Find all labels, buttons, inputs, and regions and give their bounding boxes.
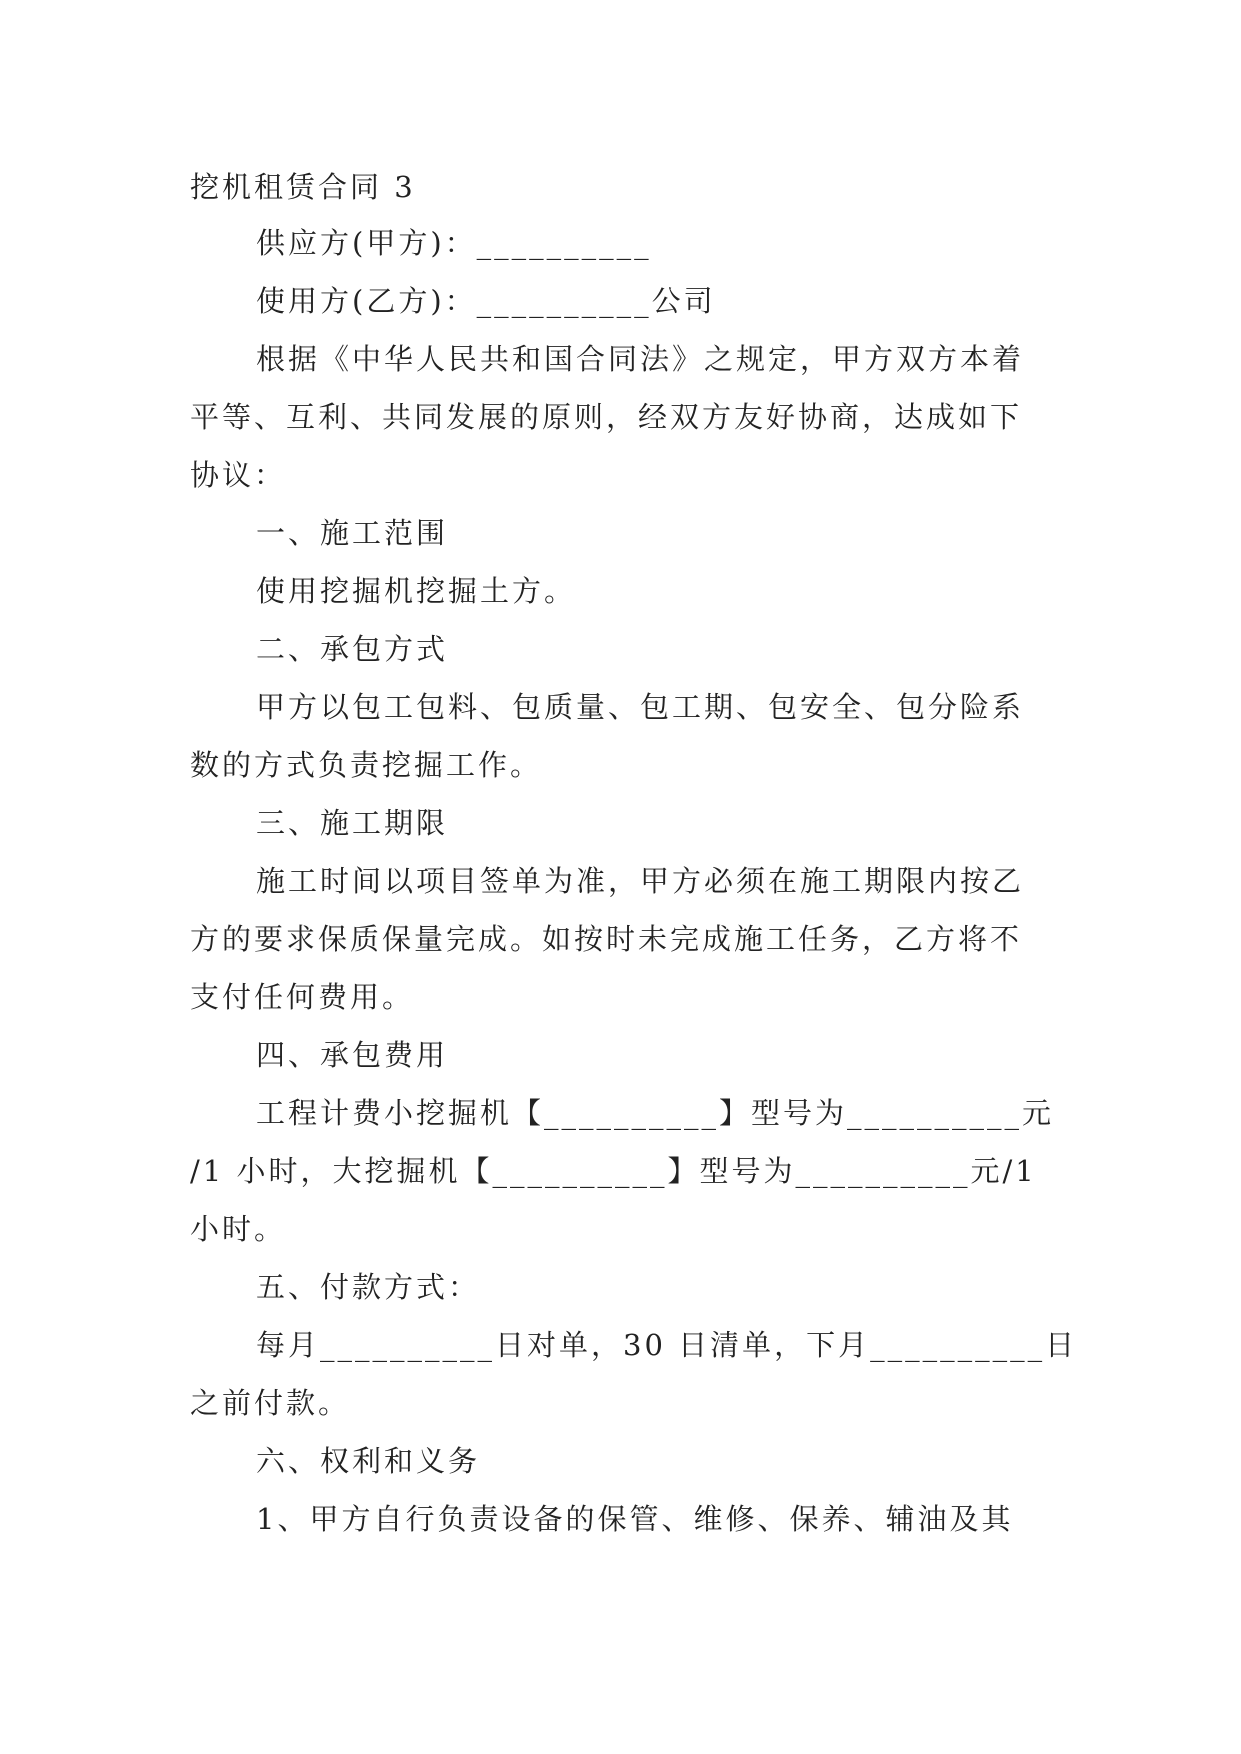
document-line: 工程计费小挖掘机【__________】型号为__________元 (256, 1096, 1055, 1130)
document-line: 五、付款方式： (256, 1270, 481, 1304)
document-line: 使用挖掘机挖掘土方。 (256, 574, 577, 608)
document-title: 挖机租赁合同 3 (190, 170, 416, 204)
document-line: 平等、互利、共同发展的原则，经双方友好协商，达成如下 (190, 400, 1023, 434)
document-line: 数的方式负责挖掘工作。 (190, 748, 543, 782)
document-line: 四、承包费用 (256, 1038, 449, 1072)
document-line: 甲方以包工包料、包质量、包工期、包安全、包分险系 (256, 690, 1025, 724)
document-line: 小时。 (190, 1212, 287, 1246)
document-line: 每月__________日对单，30 日清单，下月__________日 (256, 1328, 1078, 1362)
document-line: 协议： (190, 458, 287, 492)
document-line: 供应方(甲方)：__________ (256, 226, 652, 260)
document-line: 一、施工范围 (256, 516, 449, 550)
document-line: 方的要求保质保量完成。如按时未完成施工任务，乙方将不 (190, 922, 1023, 956)
document-line: 支付任何费用。 (190, 980, 415, 1014)
document-line: 1、甲方自行负责设备的保管、维修、保养、辅油及其 (256, 1502, 1014, 1536)
document-line: 二、承包方式 (256, 632, 449, 666)
document-line: 三、施工期限 (256, 806, 449, 840)
document-line: 之前付款。 (190, 1386, 351, 1420)
contract-page (190, 160, 1078, 1548)
document-line: 施工时间以项目签单为准，甲方必须在施工期限内按乙 (256, 864, 1025, 898)
document-body (190, 214, 1078, 1548)
document-line: 根据《中华人民共和国合同法》之规定，甲方双方本着 (256, 342, 1025, 376)
document-line: /1 小时，大挖掘机【__________】型号为__________元/1 (190, 1154, 1037, 1188)
document-line: 使用方(乙方)：__________公司 (256, 284, 716, 318)
document-line: 六、权利和义务 (256, 1444, 481, 1478)
